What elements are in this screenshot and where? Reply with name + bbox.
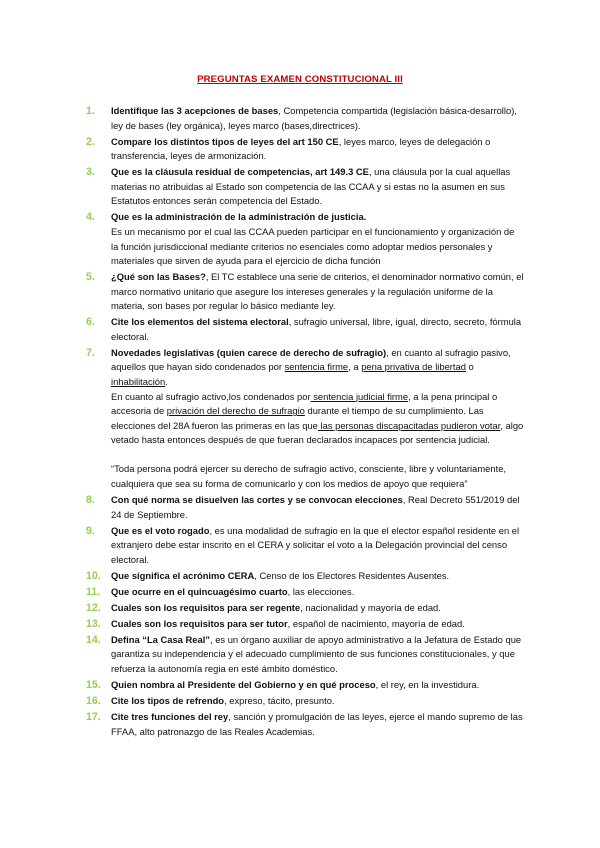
answer-text: , Real Decreto 551/2019 del 24 de Septiembre. [111,494,520,520]
answer-text: , Competencia compartida (legislación básica-desarrollo), ley de bases (ley orgánica), leyes marco (bases,directrices). [111,105,517,131]
list-item-7 [0,346,600,448]
question-text: Cuales son los requisitos para ser tutor [111,617,288,629]
underlined-term: las personas discapacitadas pudieron votar [317,419,501,431]
answer-text: , en cuanto al sufragio pasivo, aquellos que hayan sido condenados por [111,346,511,373]
question-text: Con qué norma se disuelven las cortes y se convocan elecciones [111,494,403,506]
item-number: 14. [86,633,101,646]
answer-text: Es un mecanismo por el cual las CCAA pueden participar en el funcionamiento y organización de la función jurisdiccional mediante criterios no esenciales como adoptar medios personales y materiales que sirven de ayuda para el ejercicio de dicha función [111,225,515,267]
list-item-2 [0,135,600,164]
list-item-1 [0,104,600,133]
item-number: 7. [86,346,95,359]
answer-text: , sanción y promulgación de las leyes, ejerce el mando supremo de las FFAA, alto patronazgo de las Reales Academias. [111,711,523,737]
item-number: 8. [86,494,95,507]
answer-text: , una cláusula por la cual aquellas materias no atribuidas al Estado son competencia de las CCAA y si estas no la asumen en sus Estatutos entonces serán competencia del Estado. [111,166,511,207]
answer-text: , español de nacimiento, mayoría de edad. [287,617,465,629]
question-list [0,104,600,741]
item-number: 1. [86,105,95,117]
question-text: Cite los elementos del sistema electoral [111,316,289,328]
item-number: 17. [86,711,101,724]
answer-text: , leyes marco, leyes de delegación o transferencia, leyes de armonización. [111,135,491,162]
answer-text: , nacionalidad y mayoría de edad. [300,601,441,613]
question-text: Que es el voto rogado [111,524,210,536]
answer-text: , a [348,361,362,373]
item-number: 3. [86,166,95,179]
list-item-16 [0,694,600,709]
answer-text: , es un órgano auxiliar de apoyo administrativo a la Jefatura de Estado que garantiza su independencia y el adecuado cumplimiento de sus funciones constitucionales, y que refuerza la autonomía regia en esté ámbito doméstico. [111,633,522,675]
underlined-term: sentencia firme [284,361,349,373]
underlined-term: sentencia judicial firme [310,390,409,402]
question-text: Que es la cláusula residual de competencias, art 149.3 CE [111,166,369,178]
answer-text: . [165,376,168,388]
answer-text: , las elecciones. [287,585,355,597]
answer-text: , algo vetado hasta entonces después de que fueran declarados incapaces por sentencia judicial. [111,419,524,446]
answer-text: , el rey, en la investidura. [375,679,480,691]
item-number: 11. [86,585,101,598]
item-number: 16. [86,695,101,708]
item-number: 2. [86,135,95,148]
question-text: Defina “La Casa Real” [111,633,210,645]
answer-text: , expreso, tácito, presunto. [224,695,335,707]
item-number: 10. [86,569,101,582]
question-text: Que es la administración de la administración de justicia. [111,211,367,223]
underlined-term: inhabilitación [111,376,166,388]
question-text: Cuales son los requisitos para ser regente [111,601,301,613]
question-text: ¿Qué son las Bases? [111,271,206,283]
answer-text: , sufragio universal, libre, igual, directo, secreto, fórmula electoral. [111,316,522,342]
quote-paragraph: “Toda persona podrá ejercer su derecho de sufragio activo, consciente, libre y voluntariamente, cualquiera que sea su forma de comunicarlo y con los medios de apoyo que requiera” [111,463,507,489]
answer-text: , Censo de los Electores Residentes Ausentes. [254,569,450,581]
item-number: 4. [86,211,95,224]
list-item-12 [0,601,600,616]
list-item-3 [0,165,600,209]
answer-text: , es una modalidad de sufragio en la que el elector español residente en el extranjero debe estar inscrito en el CERA y solicitar el voto a la Delegación provincial del censo electoral. [111,524,520,565]
list-item-11 [0,585,600,600]
answer-text: o [465,361,474,373]
list-item-10 [0,569,600,584]
question-text: Que ocurre en el quincuagésimo cuarto [111,585,288,597]
item-number: 9. [86,524,95,537]
document-title: PREGUNTAS EXAMEN CONSTITUCIONAL III [197,74,403,85]
underlined-term: pena privativa de libertad [361,361,466,373]
list-item-8 [0,493,600,522]
answer-text: En cuanto al sufragio activo,los condenados por [111,390,311,402]
list-item-5 [0,270,600,314]
question-text: Cite tres funciones del rey [111,711,229,723]
question-text: Cite los tipos de refrendo [111,695,225,707]
question-text: Que significa el acrónimo CERA [111,569,255,581]
list-item-4 [0,210,600,268]
list-item-15 [0,678,600,693]
list-item-17 [0,710,600,739]
list-item-13 [0,617,600,632]
list-item-6 [0,315,600,344]
question-text: Compare los distintos tipos de leyes del art 150 CE [111,135,339,147]
item-number: 13. [86,617,101,630]
question-text: Quien nombra al Presidente del Gobierno y en qué proceso [111,679,376,691]
list-item-9 [0,524,600,568]
underlined-term: privación del derecho de sufragio [166,405,305,417]
question-text: Novedades legislativas (quien carece de derecho de sufragio) [111,346,387,358]
answer-text: durante el tiempo de su cumplimiento. Las elecciones del 28A fueron las primeras en las que [111,405,484,431]
list-item-14 [0,633,600,677]
answer-text: , a la pena principal o accesoria de [111,390,498,417]
answer-text: , El TC establece una serie de criterios, el denominador normativo común, el marco normativo unitario que asegure los intereses generales y la regulación uniforme de la materia, son bases por regular lo básico mediante ley. [111,271,524,312]
item-number: 5. [86,271,95,284]
item-number: 12. [86,601,101,614]
item-number: 6. [86,316,95,329]
item-number: 15. [86,679,101,692]
question-text: Identifique las 3 acepciones de bases [111,105,279,116]
